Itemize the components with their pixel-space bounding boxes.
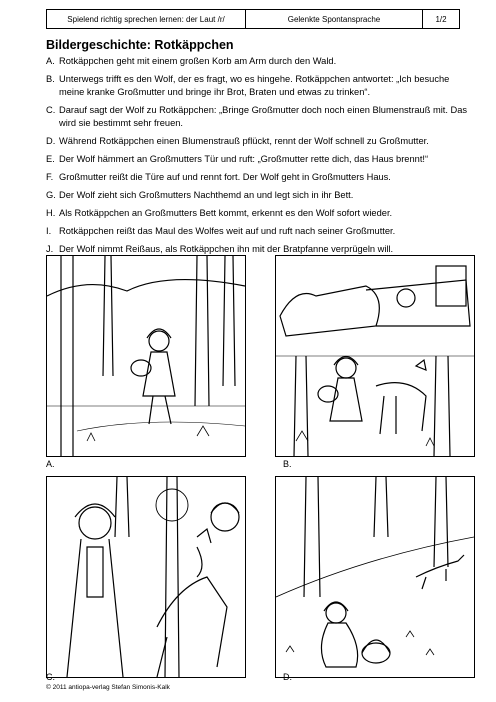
- worksheet-title: Bildergeschichte: Rotkäppchen: [46, 38, 234, 52]
- story-sentence: [46, 171, 474, 184]
- story-sentence: [46, 135, 474, 148]
- header-table: [46, 9, 460, 29]
- story-sentence: [46, 104, 474, 130]
- picture-label-c: C.: [46, 672, 55, 682]
- sentence-text: Rotkäppchen reißt das Maul des Wolfes weit auf und ruft nach seiner Großmutter.: [59, 226, 396, 236]
- story-sentence-list: [46, 55, 474, 261]
- sentence-letter: B.: [46, 74, 55, 84]
- story-sentence: [46, 73, 474, 99]
- sentence-letter: C.: [46, 105, 56, 115]
- sentence-letter: G.: [46, 190, 56, 200]
- sentence-letter: D.: [46, 136, 56, 146]
- sentence-letter: H.: [46, 208, 56, 218]
- story-sentence: [46, 225, 474, 238]
- picture-label-d: D.: [283, 672, 292, 682]
- illustration-c-wolf-talks: [46, 476, 246, 678]
- illustration-b-wolf-meeting: [275, 255, 475, 457]
- illustration-d-flower-picking: [275, 476, 475, 678]
- sentence-text: Der Wolf hämmert an Großmutters Tür und ruft: „Großmutter rette dich, das Haus brennt!“: [59, 154, 429, 164]
- picture-label-a: A.: [46, 459, 55, 469]
- header-subject: Spielend richtig sprechen lernen: der Laut /r/: [47, 10, 246, 28]
- sentence-text: Als Rotkäppchen an Großmutters Bett kommt, erkennt es den Wolf sofort wieder.: [59, 208, 393, 218]
- story-sentence: [46, 55, 474, 68]
- sentence-text: Unterwegs trifft es den Wolf, der es fragt, wo es hingehe. Rotkäppchen antwortet: „Ich besuche meine kranke Großmutter und bringe ihr Brot, Braten und etwas zu trinken“.: [59, 74, 450, 97]
- sentence-text: Großmutter reißt die Türe auf und rennt fort. Der Wolf geht in Großmutters Haus.: [59, 172, 391, 182]
- illustration-a-forest-walk: [46, 255, 246, 457]
- sentence-letter: J.: [46, 244, 54, 254]
- sentence-text: Rotkäppchen geht mit einem großen Korb am Arm durch den Wald.: [59, 56, 337, 66]
- sentence-text: Der Wolf zieht sich Großmutters Nachthemd an und legt sich in ihr Bett.: [59, 190, 354, 200]
- sentence-text: Darauf sagt der Wolf zu Rotkäppchen: „Bringe Großmutter doch noch einen Blumenstrauß mit. Das wird sie bestimmt sehr freuen.: [59, 105, 468, 128]
- story-sentence: [46, 189, 474, 202]
- header-page-number: 1/2: [435, 14, 447, 24]
- sentence-letter: I.: [46, 226, 52, 236]
- story-sentence: [46, 153, 474, 166]
- picture-label-b: B.: [283, 459, 292, 469]
- sentence-text: Während Rotkäppchen einen Blumenstrauß pflückt, rennt der Wolf schnell zu Großmutter.: [59, 136, 429, 146]
- sentence-letter: F.: [46, 172, 54, 182]
- sentence-letter: E.: [46, 154, 55, 164]
- sentence-text: Der Wolf nimmt Reißaus, als Rotkäppchen ihn mit der Bratpfanne verprügeln will.: [59, 244, 394, 254]
- copyright-footer: © 2011 antiopa-verlag Stefan Simonis-Kalk: [46, 684, 170, 691]
- header-topic: Gelenkte Spontansprache: [246, 10, 423, 28]
- sentence-letter: A.: [46, 56, 55, 66]
- story-sentence: [46, 207, 474, 220]
